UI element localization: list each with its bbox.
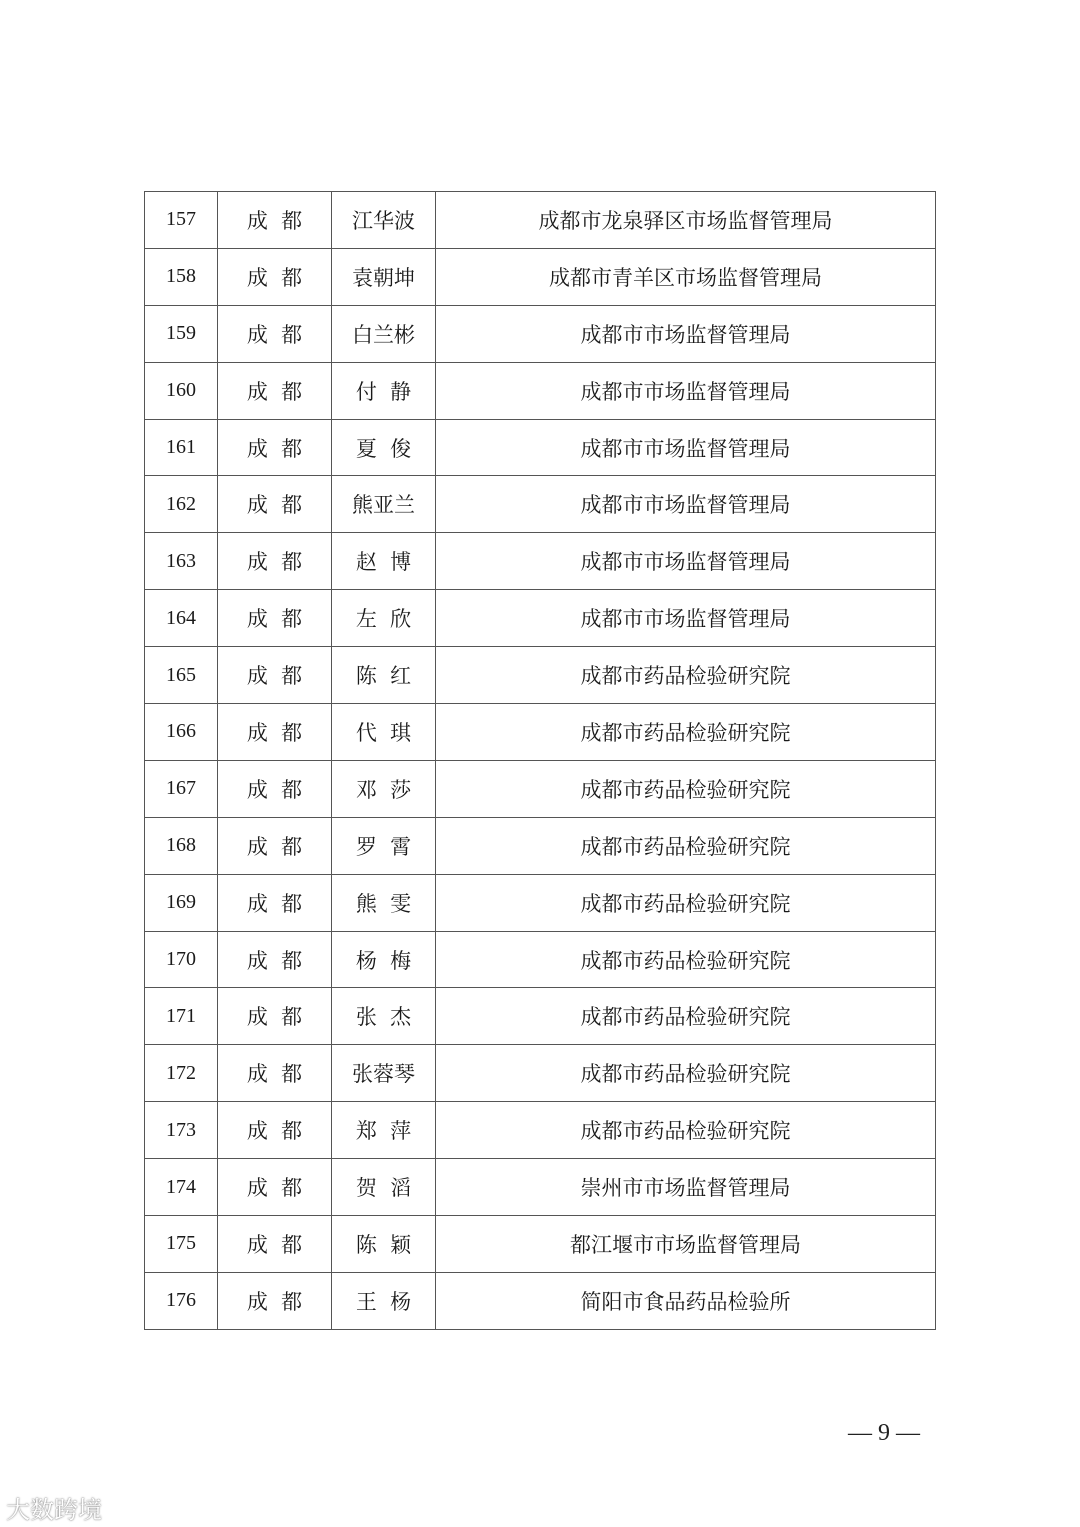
row-number: 168	[145, 817, 218, 874]
row-name: 付 静	[332, 362, 436, 419]
table-row	[145, 1045, 936, 1102]
row-number: 170	[145, 931, 218, 988]
row-number: 171	[145, 988, 218, 1045]
table-row	[145, 248, 936, 305]
row-city: 成 都	[218, 647, 332, 704]
row-city: 成 都	[218, 476, 332, 533]
table-row	[145, 419, 936, 476]
table-row	[145, 305, 936, 362]
table-row	[145, 1216, 936, 1273]
row-number: 158	[145, 248, 218, 305]
row-organization: 都江堰市市场监督管理局	[436, 1216, 936, 1273]
row-city: 成 都	[218, 817, 332, 874]
table-row	[145, 476, 936, 533]
row-name: 杨 梅	[332, 931, 436, 988]
row-name: 赵 博	[332, 533, 436, 590]
row-city: 成 都	[218, 931, 332, 988]
table-row	[145, 760, 936, 817]
row-name: 白兰彬	[332, 305, 436, 362]
row-number: 174	[145, 1159, 218, 1216]
table-row	[145, 1272, 936, 1329]
table-row	[145, 874, 936, 931]
row-city: 成 都	[218, 1216, 332, 1273]
row-organization: 成都市药品检验研究院	[436, 647, 936, 704]
row-organization: 成都市药品检验研究院	[436, 874, 936, 931]
row-organization: 成都市市场监督管理局	[436, 419, 936, 476]
row-name: 陈 颖	[332, 1216, 436, 1273]
row-city: 成 都	[218, 988, 332, 1045]
row-organization: 成都市药品检验研究院	[436, 817, 936, 874]
row-city: 成 都	[218, 1102, 332, 1159]
row-organization: 成都市药品检验研究院	[436, 760, 936, 817]
row-name: 贺 滔	[332, 1159, 436, 1216]
table-row	[145, 988, 936, 1045]
row-name: 江华波	[332, 192, 436, 249]
row-number: 173	[145, 1102, 218, 1159]
row-city: 成 都	[218, 533, 332, 590]
row-number: 167	[145, 760, 218, 817]
watermark-logo: 大数跨境	[6, 1496, 102, 1524]
row-city: 成 都	[218, 874, 332, 931]
row-number: 162	[145, 476, 218, 533]
row-number: 165	[145, 647, 218, 704]
row-name: 代 琪	[332, 704, 436, 761]
table-row	[145, 931, 936, 988]
table-row	[145, 362, 936, 419]
row-name: 张 杰	[332, 988, 436, 1045]
table-row	[145, 647, 936, 704]
row-organization: 成都市市场监督管理局	[436, 305, 936, 362]
personnel-table	[144, 191, 936, 1330]
row-number: 161	[145, 419, 218, 476]
row-organization: 成都市药品检验研究院	[436, 704, 936, 761]
row-city: 成 都	[218, 419, 332, 476]
row-number: 176	[145, 1272, 218, 1329]
row-number: 169	[145, 874, 218, 931]
row-name: 夏 俊	[332, 419, 436, 476]
row-organization: 成都市药品检验研究院	[436, 931, 936, 988]
row-name: 邓 莎	[332, 760, 436, 817]
row-number: 160	[145, 362, 218, 419]
row-organization: 成都市市场监督管理局	[436, 533, 936, 590]
row-organization: 成都市市场监督管理局	[436, 476, 936, 533]
table-row	[145, 817, 936, 874]
row-number: 163	[145, 533, 218, 590]
table-row	[145, 192, 936, 249]
row-city: 成 都	[218, 192, 332, 249]
table-row	[145, 704, 936, 761]
row-number: 175	[145, 1216, 218, 1273]
row-number: 172	[145, 1045, 218, 1102]
row-name: 左 欣	[332, 590, 436, 647]
row-organization: 成都市药品检验研究院	[436, 1102, 936, 1159]
row-number: 157	[145, 192, 218, 249]
row-city: 成 都	[218, 305, 332, 362]
table-row	[145, 1159, 936, 1216]
row-name: 张蓉琴	[332, 1045, 436, 1102]
row-number: 164	[145, 590, 218, 647]
row-organization: 简阳市食品药品检验所	[436, 1272, 936, 1329]
row-organization: 成都市市场监督管理局	[436, 362, 936, 419]
row-city: 成 都	[218, 362, 332, 419]
row-organization: 成都市青羊区市场监督管理局	[436, 248, 936, 305]
table-row	[145, 590, 936, 647]
row-name: 熊亚兰	[332, 476, 436, 533]
row-city: 成 都	[218, 590, 332, 647]
row-city: 成 都	[218, 248, 332, 305]
row-organization: 成都市药品检验研究院	[436, 988, 936, 1045]
row-city: 成 都	[218, 1159, 332, 1216]
row-name: 熊 雯	[332, 874, 436, 931]
row-name: 陈 红	[332, 647, 436, 704]
row-organization: 成都市市场监督管理局	[436, 590, 936, 647]
row-organization: 崇州市市场监督管理局	[436, 1159, 936, 1216]
table-row	[145, 533, 936, 590]
table-row	[145, 1102, 936, 1159]
row-organization: 成都市龙泉驿区市场监督管理局	[436, 192, 936, 249]
row-name: 袁朝坤	[332, 248, 436, 305]
row-name: 王 杨	[332, 1272, 436, 1329]
row-city: 成 都	[218, 704, 332, 761]
row-number: 166	[145, 704, 218, 761]
row-organization: 成都市药品检验研究院	[436, 1045, 936, 1102]
row-name: 罗 霄	[332, 817, 436, 874]
row-number: 159	[145, 305, 218, 362]
row-city: 成 都	[218, 1045, 332, 1102]
row-city: 成 都	[218, 760, 332, 817]
row-name: 郑 萍	[332, 1102, 436, 1159]
page-number: — 9 —	[848, 1420, 920, 1446]
row-city: 成 都	[218, 1272, 332, 1329]
